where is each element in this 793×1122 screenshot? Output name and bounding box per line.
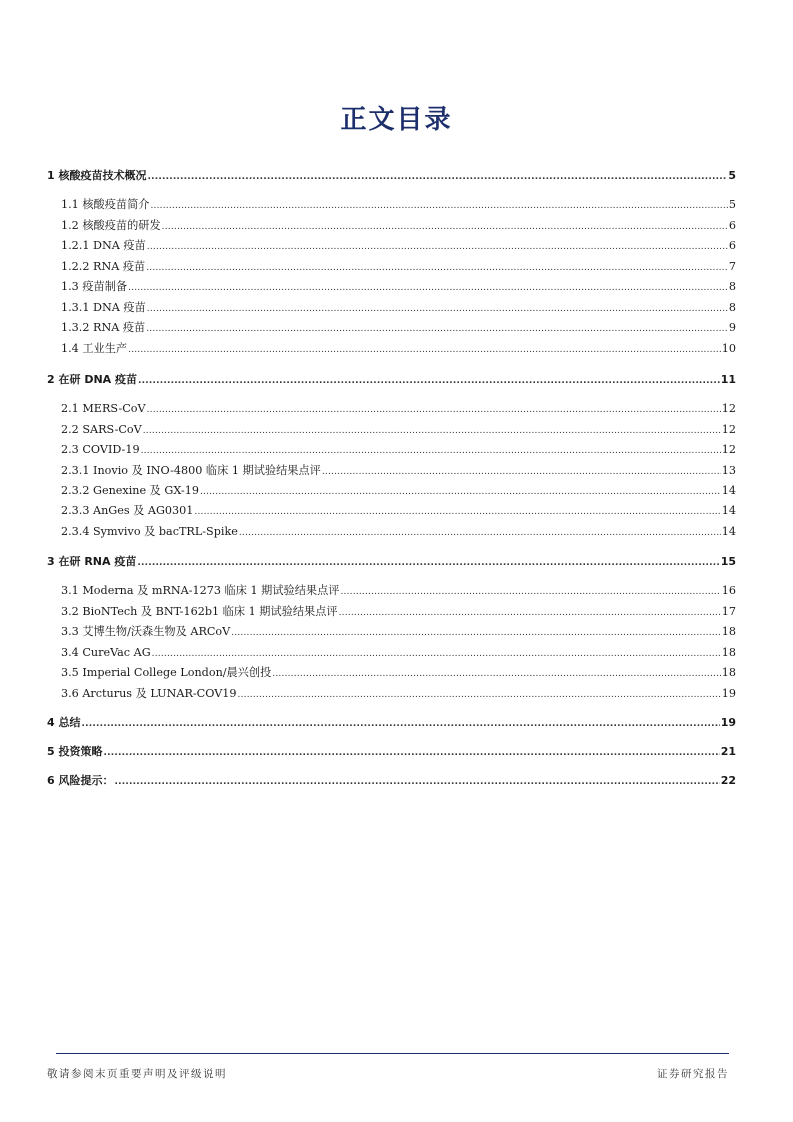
toc-entry[interactable] [47,341,736,357]
toc-entry-label: 2.3 COVID-19 [61,443,140,456]
toc-page-number: 10 [721,342,736,355]
toc-leader [81,715,719,732]
toc-leader [141,442,721,459]
toc-entry-label: 2.1 MERS-CoV [61,402,146,415]
toc-entry[interactable] [47,218,736,234]
toc-page-number: 18 [721,625,736,638]
toc-page-number: 8 [728,280,736,293]
toc-leader [152,645,721,662]
toc-page-number: 12 [721,423,736,436]
toc-entry-label: 1.4 工业生产 [61,342,128,355]
toc-leader [146,320,728,337]
toc-entry[interactable] [47,320,736,336]
toc-leader [238,686,721,703]
toc-leader [272,665,720,682]
toc-leader [322,463,721,480]
toc-entry-label: 3.4 CureVac AG [61,646,151,659]
toc-leader [162,218,728,235]
toc-page-number: 5 [728,198,736,211]
toc-page-number: 15 [720,555,736,568]
toc-leader [147,238,728,255]
toc-page-number: 18 [721,646,736,659]
toc-entry[interactable] [47,442,736,458]
toc-leader [340,583,720,600]
toc-entry[interactable] [47,197,736,213]
toc-entry-label: 3.3 艾博生物/沃森生物及 ARCoV [61,625,231,638]
toc-entry[interactable] [47,645,736,661]
toc-entry[interactable] [47,624,736,640]
toc-page-number: 14 [721,484,736,497]
toc-entry-label: 2.3.3 AnGes 及 AG0301 [61,504,194,517]
toc-leader [147,300,728,317]
toc-entry-label: 1.3.1 DNA 疫苗 [61,301,146,314]
toc-page-number: 8 [728,301,736,314]
toc-entry[interactable] [47,686,736,702]
toc-leader [103,744,719,761]
toc-leader [138,372,720,389]
toc-leader [128,341,721,358]
toc-entry-label: 5 投资策略 [47,745,103,758]
toc-page-number: 21 [720,745,736,758]
toc-entry-label: 6 风险提示： [47,774,114,787]
toc-page-number: 12 [721,402,736,415]
toc-page-number: 14 [721,525,736,538]
toc-leader [143,422,721,439]
toc-entry[interactable] [47,168,736,184]
toc-entry-label: 1.2.2 RNA 疫苗 [61,260,146,273]
toc-leader [128,279,728,296]
toc-entry[interactable] [47,401,736,417]
toc-entry-label: 3 在研 RNA 疫苗 [47,555,137,568]
toc-entry[interactable] [47,773,736,789]
toc-page-number: 7 [728,260,736,273]
toc-entry[interactable] [47,463,736,479]
toc-entry[interactable] [47,259,736,275]
footer-disclaimer: 敬请参阅末页重要声明及评级说明 [47,1068,227,1080]
toc-entry[interactable] [47,238,736,254]
toc-entry-label: 1.3 疫苗制备 [61,280,128,293]
toc-leader [146,259,728,276]
toc-leader [239,524,721,541]
toc-entry-label: 2.3.4 Symvivo 及 bacTRL-Spike [61,525,238,538]
toc-entry[interactable] [47,524,736,540]
toc-entry-label: 3.1 Moderna 及 mRNA-1273 临床 1 期试验结果点评 [61,584,340,597]
toc-page-number: 12 [721,443,736,456]
footer-report-type: 证券研究报告 [657,1068,729,1080]
toc-entry-label: 2.3.2 Genexine 及 GX-19 [61,484,199,497]
toc-entry[interactable] [47,300,736,316]
toc-leader [147,401,721,418]
toc-entry-label: 3.2 BioNTech 及 BNT-162b1 临床 1 期试验结果点评 [61,605,338,618]
toc-entry-label: 1.2 核酸疫苗的研发 [61,219,161,232]
toc-entry-label: 1.1 核酸疫苗简介 [61,198,150,211]
toc-entry[interactable] [47,483,736,499]
toc-page-number: 9 [728,321,736,334]
toc-entry[interactable] [47,604,736,620]
toc-leader [200,483,721,500]
toc-entry[interactable] [47,583,736,599]
toc-entry[interactable] [47,279,736,295]
toc-page-number: 6 [728,239,736,252]
toc-leader [194,503,720,520]
toc-entry-label: 1.3.2 RNA 疫苗 [61,321,146,334]
toc-leader [339,604,721,621]
toc-page-number: 5 [728,169,736,182]
toc-page-number: 14 [721,504,736,517]
toc-page-number: 18 [721,666,736,679]
toc-entry-label: 2.3.1 Inovio 及 INO-4800 临床 1 期试验结果点评 [61,464,321,477]
toc-page-number: 19 [720,716,736,729]
toc-entry-label: 1 核酸疫苗技术概况 [47,169,147,182]
footer-divider [56,1053,729,1054]
toc-entry-label: 1.2.1 DNA 疫苗 [61,239,146,252]
toc-entry[interactable] [47,503,736,519]
toc-leader [114,773,719,790]
toc-page-number: 13 [721,464,736,477]
toc-page-number: 6 [728,219,736,232]
toc-leader [231,624,721,641]
toc-page-number: 17 [721,605,736,618]
toc-entry[interactable] [47,372,736,388]
toc-leader [150,197,727,214]
toc-entry[interactable] [47,715,736,731]
toc-entry[interactable] [47,422,736,438]
toc-entry[interactable] [47,744,736,760]
toc-entry-label: 3.5 Imperial College London/晨兴创投 [61,666,272,679]
toc-entry-label: 2.2 SARS-CoV [61,423,142,436]
toc-entry-label: 4 总结 [47,716,81,729]
toc-entry-label: 2 在研 DNA 疫苗 [47,373,137,386]
toc-page-number: 11 [720,373,736,386]
toc-page-number: 22 [720,774,736,787]
toc-entry-label: 3.6 Arcturus 及 LUNAR-COV19 [61,687,237,700]
toc-page-number: 16 [721,584,736,597]
toc-leader [147,168,727,185]
toc-page-number: 19 [721,687,736,700]
toc-leader [137,554,719,571]
page-title: 正文目录 [340,105,453,135]
toc-entry[interactable] [47,554,736,570]
toc-entry[interactable] [47,665,736,681]
